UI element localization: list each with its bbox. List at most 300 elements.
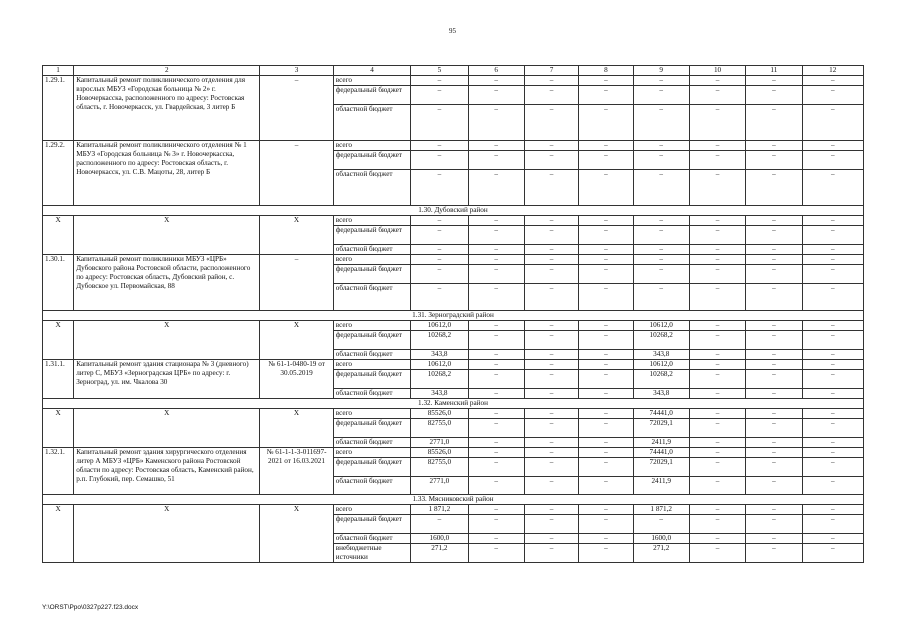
header-cell: 4 [333,66,410,76]
value-cell: – [579,534,633,544]
row-label: федеральный бюджет [333,265,410,284]
value-cell: 10612,0 [411,360,468,370]
value-cell: – [579,438,633,448]
value-cell: – [411,86,468,105]
value-cell: – [468,105,524,141]
value-cell: 74441,0 [633,448,689,458]
row-label: областной бюджет [333,389,410,399]
value-cell: – [746,360,802,370]
value-cell: – [689,477,745,495]
value-cell: – [689,409,745,419]
value-cell: – [802,170,863,206]
value-cell: – [411,245,468,255]
table-row [43,216,864,226]
x-cell: Х [74,321,260,360]
table-row [43,505,864,515]
item-number: 1.32.1. [43,448,74,495]
value-cell: – [524,409,578,419]
value-cell: – [579,255,633,265]
value-cell: – [746,477,802,495]
value-cell: – [579,419,633,438]
row-label: внебюджетные источники [333,544,410,563]
row-label: федеральный бюджет [333,151,410,170]
value-cell: – [579,458,633,477]
value-cell: – [746,141,802,151]
value-cell: – [802,265,863,284]
section-title: 1.30. Дубовский район [43,206,864,216]
value-cell: – [579,370,633,389]
row-label: областной бюджет [333,350,410,360]
value-cell: – [746,245,802,255]
value-cell: – [802,458,863,477]
row-label: федеральный бюджет [333,370,410,389]
value-cell: 343,8 [411,389,468,399]
value-cell: – [633,226,689,245]
value-cell: – [689,265,745,284]
value-cell: – [746,505,802,515]
value-cell: 2771,0 [411,438,468,448]
row-label: федеральный бюджет [333,515,410,534]
value-cell: – [746,448,802,458]
value-cell: – [802,151,863,170]
value-cell: – [524,458,578,477]
value-cell: – [746,265,802,284]
section-row [43,206,864,216]
header-cell: 6 [468,66,524,76]
value-cell: – [689,284,745,311]
row-label: областной бюджет [333,477,410,495]
value-cell: – [802,534,863,544]
value-cell: – [579,265,633,284]
section-row [43,311,864,321]
value-cell: – [579,86,633,105]
item-doc: № 61-1-0480-19 от 30.05.2019 [260,360,333,399]
value-cell: – [524,216,578,226]
value-cell: – [802,477,863,495]
value-cell: – [746,370,802,389]
table-row [43,448,864,458]
value-cell: – [633,245,689,255]
value-cell: 10612,0 [411,321,468,331]
value-cell: – [524,370,578,389]
value-cell: – [802,515,863,534]
value-cell: – [524,534,578,544]
value-cell: – [746,255,802,265]
value-cell: – [524,255,578,265]
value-cell: – [468,448,524,458]
value-cell: – [689,245,745,255]
value-cell: – [802,448,863,458]
value-cell: – [468,438,524,448]
value-cell: – [746,86,802,105]
value-cell: – [468,245,524,255]
value-cell: – [689,216,745,226]
value-cell: – [689,458,745,477]
value-cell: – [411,284,468,311]
value-cell: – [524,360,578,370]
value-cell: – [468,86,524,105]
header-cell: 3 [260,66,333,76]
row-label: всего [333,141,410,151]
value-cell: – [746,458,802,477]
x-cell: Х [260,321,333,360]
value-cell: – [746,419,802,438]
value-cell: 85526,0 [411,409,468,419]
row-label: федеральный бюджет [333,86,410,105]
item-doc: № 61-1-1-3-011697-2021 от 16.03.2021 [260,448,333,495]
x-cell: Х [260,505,333,563]
value-cell: 82755,0 [411,458,468,477]
value-cell: – [468,544,524,563]
value-cell: – [746,151,802,170]
value-cell: – [802,505,863,515]
value-cell: – [746,170,802,206]
value-cell: – [633,86,689,105]
value-cell: – [633,151,689,170]
value-cell: 10612,0 [633,321,689,331]
item-doc: – [260,76,333,141]
value-cell: – [524,284,578,311]
value-cell: – [633,216,689,226]
value-cell: – [802,370,863,389]
value-cell: – [579,477,633,495]
value-cell: – [579,170,633,206]
value-cell: – [579,409,633,419]
x-cell: Х [43,216,74,255]
value-cell: – [468,505,524,515]
value-cell: – [524,389,578,399]
value-cell: 1 871,2 [411,505,468,515]
value-cell: 10268,2 [633,331,689,350]
value-cell: – [579,105,633,141]
value-cell: 271,2 [411,544,468,563]
x-cell: Х [74,505,260,563]
value-cell: – [468,515,524,534]
row-label: всего [333,448,410,458]
value-cell: – [746,105,802,141]
value-cell: – [524,86,578,105]
header-cell: 12 [802,66,863,76]
value-cell: – [579,76,633,86]
section-title: 1.32. Каменский район [43,399,864,409]
value-cell: 10268,2 [411,370,468,389]
value-cell: – [689,505,745,515]
value-cell: – [524,544,578,563]
value-cell: – [689,419,745,438]
value-cell: – [579,141,633,151]
value-cell: – [633,284,689,311]
value-cell: – [689,76,745,86]
row-label: всего [333,321,410,331]
value-cell: 2411,9 [633,438,689,448]
value-cell: – [802,141,863,151]
value-cell: – [689,544,745,563]
value-cell: – [411,226,468,245]
value-cell: – [633,515,689,534]
value-cell: – [802,284,863,311]
value-cell: – [746,76,802,86]
document-path-footer: Y:\ORST\Ppo\0327p227.f23.docx [42,604,139,611]
value-cell: 82755,0 [411,419,468,438]
value-cell: – [689,226,745,245]
row-label: всего [333,255,410,265]
value-cell: 74441,0 [633,409,689,419]
table-row [43,255,864,265]
value-cell: – [633,76,689,86]
value-cell: – [524,438,578,448]
row-label: федеральный бюджет [333,331,410,350]
value-cell: – [579,515,633,534]
x-cell: Х [74,216,260,255]
page-number: 95 [449,27,456,35]
value-cell: – [524,419,578,438]
table-row [43,409,864,419]
value-cell: – [579,350,633,360]
value-cell: – [689,86,745,105]
value-cell: – [579,151,633,170]
item-doc: – [260,141,333,206]
value-cell: – [802,360,863,370]
value-cell: – [468,284,524,311]
value-cell: – [468,350,524,360]
value-cell: – [524,151,578,170]
value-cell: – [411,170,468,206]
value-cell: – [524,265,578,284]
value-cell: – [746,438,802,448]
header-cell: 11 [746,66,802,76]
value-cell: – [689,151,745,170]
row-label: областной бюджет [333,534,410,544]
value-cell: – [468,370,524,389]
value-cell: – [802,409,863,419]
value-cell: – [411,255,468,265]
value-cell: – [468,265,524,284]
x-cell: Х [74,409,260,448]
section-title: 1.31. Зерноградский район [43,311,864,321]
header-cell: 1 [43,66,74,76]
header-cell: 10 [689,66,745,76]
section-title: 1.33. Мясниковский район [43,495,864,505]
value-cell: – [411,265,468,284]
value-cell: – [746,515,802,534]
section-row [43,399,864,409]
value-cell: – [689,389,745,399]
item-number: 1.31.1. [43,360,74,399]
value-cell: – [468,360,524,370]
value-cell: – [746,350,802,360]
section-row [43,495,864,505]
value-cell: – [579,544,633,563]
value-cell: – [579,389,633,399]
row-label: всего [333,216,410,226]
x-cell: Х [43,505,74,563]
value-cell: – [802,419,863,438]
value-cell: – [468,226,524,245]
value-cell: – [746,409,802,419]
value-cell: 10268,2 [411,331,468,350]
budget-table [42,65,864,563]
table-row [43,76,864,86]
value-cell: – [468,170,524,206]
value-cell: – [579,226,633,245]
value-cell: – [468,141,524,151]
value-cell: – [746,216,802,226]
header-cell: 8 [579,66,633,76]
row-label: всего [333,76,410,86]
value-cell: – [802,86,863,105]
value-cell: – [802,544,863,563]
value-cell: – [689,438,745,448]
value-cell: – [689,141,745,151]
value-cell: – [468,331,524,350]
value-cell: – [633,265,689,284]
value-cell: – [746,284,802,311]
value-cell: – [411,76,468,86]
value-cell: 1 871,2 [633,505,689,515]
x-cell: Х [260,216,333,255]
row-label: всего [333,505,410,515]
value-cell: – [802,255,863,265]
value-cell: 85526,0 [411,448,468,458]
item-number: 1.29.2. [43,141,74,206]
value-cell: – [746,389,802,399]
item-name: Капитальный ремонт здания стационара № 3 (дневного) литер С, МБУЗ «Зерноградская ЦРБ» по адресу: г. Зерноград, ул. им. Чкалова 30 [74,360,260,399]
row-label: областной бюджет [333,438,410,448]
row-label: федеральный бюджет [333,226,410,245]
item-doc: – [260,255,333,311]
value-cell: – [802,245,863,255]
row-label: всего [333,360,410,370]
table-header-row [43,66,864,76]
value-cell: 2411,9 [633,477,689,495]
value-cell: 72029,1 [633,458,689,477]
value-cell: 1600,0 [633,534,689,544]
value-cell: – [468,76,524,86]
value-cell: 343,8 [633,350,689,360]
value-cell: – [633,255,689,265]
value-cell: – [802,331,863,350]
table-row [43,321,864,331]
header-cell: 2 [74,66,260,76]
item-name: Капитальный ремонт здания хирургического отделения литер А МБУЗ «ЦРБ» Каменского района Ростовской области по адресу: Ростовская область, Каменский район, р.п. Глубокий, пер. Семашко, 51 [74,448,260,495]
value-cell: – [689,534,745,544]
value-cell: – [579,245,633,255]
row-label: областной бюджет [333,105,410,141]
value-cell: – [411,151,468,170]
value-cell: – [579,321,633,331]
value-cell: 10268,2 [633,370,689,389]
value-cell: 343,8 [411,350,468,360]
value-cell: – [468,534,524,544]
value-cell: – [524,141,578,151]
value-cell: – [524,76,578,86]
value-cell: – [802,389,863,399]
value-cell: – [802,216,863,226]
row-label: федеральный бюджет [333,458,410,477]
table-row [43,141,864,151]
value-cell: – [802,76,863,86]
value-cell: – [524,505,578,515]
value-cell: – [524,448,578,458]
value-cell: – [689,370,745,389]
value-cell: 2771,0 [411,477,468,495]
value-cell: – [411,105,468,141]
value-cell: – [689,515,745,534]
item-number: 1.30.1. [43,255,74,311]
row-label: федеральный бюджет [333,419,410,438]
value-cell: 271,2 [633,544,689,563]
value-cell: – [746,226,802,245]
value-cell: – [524,350,578,360]
value-cell: – [579,284,633,311]
value-cell: – [802,321,863,331]
value-cell: – [689,321,745,331]
value-cell: – [689,350,745,360]
value-cell: – [468,409,524,419]
value-cell: – [524,170,578,206]
value-cell: – [468,458,524,477]
value-cell: – [689,448,745,458]
value-cell: – [689,170,745,206]
item-name: Капитальный ремонт поликлинического отделения № 1 МБУЗ «Городская больница № 3» г. Новочеркасска, расположенного по адресу: Ростовская область, г. Новочеркасск, ул. С.В. Мацоты, 28, литер Б [74,141,260,206]
value-cell: – [802,105,863,141]
row-label: всего [333,409,410,419]
value-cell: – [689,105,745,141]
value-cell: – [524,331,578,350]
value-cell: – [802,438,863,448]
value-cell: – [802,350,863,360]
value-cell: – [579,360,633,370]
x-cell: Х [260,409,333,448]
value-cell: – [746,544,802,563]
value-cell: – [468,321,524,331]
value-cell: – [468,419,524,438]
value-cell: – [689,360,745,370]
value-cell: – [468,151,524,170]
value-cell: – [411,515,468,534]
x-cell: Х [43,409,74,448]
value-cell: 1600,0 [411,534,468,544]
value-cell: – [468,477,524,495]
value-cell: – [411,141,468,151]
value-cell: – [633,105,689,141]
value-cell: 343,8 [633,389,689,399]
item-number: 1.29.1. [43,76,74,141]
row-label: областной бюджет [333,170,410,206]
row-label: областной бюджет [333,245,410,255]
value-cell: – [802,226,863,245]
value-cell: – [689,331,745,350]
value-cell: – [411,216,468,226]
item-name: Капитальный ремонт поликлинического отделения для взрослых МБУЗ «Городская больница № 2» г. Новочеркасска, расположенного по адресу: Ростовская область, г. Новочеркасск, ул. Гвардейская, 3 литер Б [74,76,260,141]
value-cell: 10612,0 [633,360,689,370]
value-cell: – [524,477,578,495]
value-cell: – [524,515,578,534]
value-cell: – [746,321,802,331]
value-cell: – [579,448,633,458]
value-cell: – [524,226,578,245]
value-cell: – [633,141,689,151]
value-cell: – [468,216,524,226]
value-cell: – [579,331,633,350]
table-row [43,360,864,370]
value-cell: – [524,321,578,331]
value-cell: – [633,170,689,206]
header-cell: 5 [411,66,468,76]
value-cell: – [468,389,524,399]
item-name: Капитальный ремонт поликлиники МБУЗ «ЦРБ» Дубовского района Ростовской области, расположенного по адресу: Ростовская область, Дубовский район, с. Дубовское ул. Первомайская, 88 [74,255,260,311]
value-cell: – [524,245,578,255]
